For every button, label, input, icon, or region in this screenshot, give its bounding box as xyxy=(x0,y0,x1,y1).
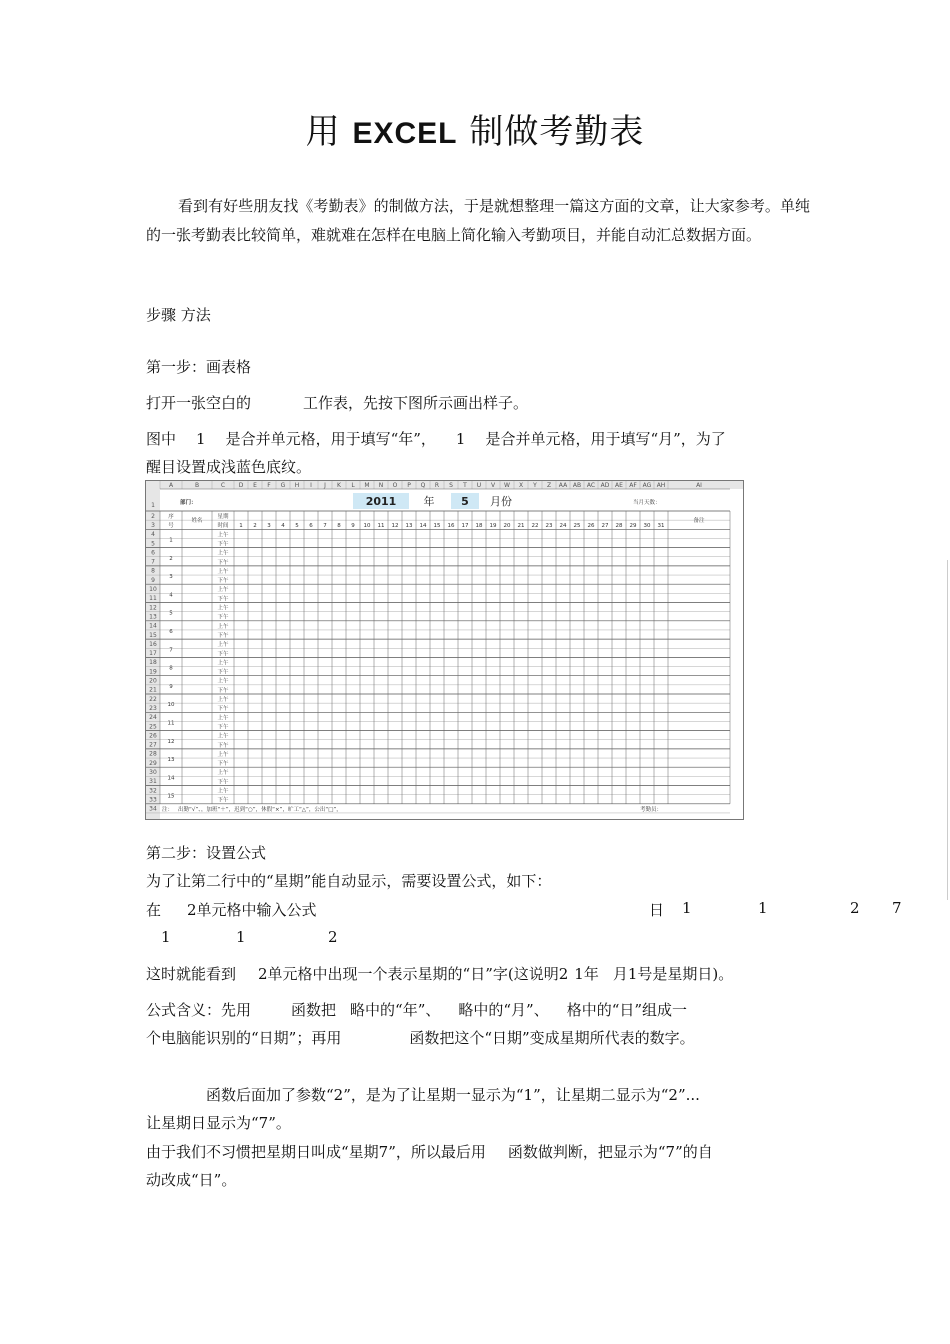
day-number: 11 xyxy=(377,523,385,530)
step2-paragraph-4: 公式含义：先用 函数把 略中的“年”、 略中的“月”、 格中的“日”组成一 xyxy=(146,1001,688,1019)
pm-label: 下午 xyxy=(217,541,229,548)
legend-text: 出勤“√”、，加班“＋”，迟到“○”，休假“×”，旷工“△”，公出“□”， xyxy=(178,806,342,813)
row-number: 28 xyxy=(149,750,157,758)
day-number: 16 xyxy=(447,523,455,530)
formula-frag: 日 xyxy=(649,901,665,919)
row-number: 1 xyxy=(151,502,155,509)
am-label: 上午 xyxy=(217,568,229,575)
step2-paragraph-5: 函数后面加了参数“2”，是为了让星期一显示为“1”，让星期二显示为“2”... xyxy=(206,1086,700,1104)
formula-frag: 1 xyxy=(236,928,246,946)
day-number: 21 xyxy=(517,523,525,530)
column-letter: L xyxy=(351,482,355,489)
row-number: 23 xyxy=(149,704,157,712)
column-letter: AH xyxy=(656,482,666,489)
row-number: 4 xyxy=(151,531,155,539)
steps-heading: 步骤 方法 xyxy=(146,306,211,324)
day-number: 14 xyxy=(419,523,427,530)
days-in-month-label: 当月天数： xyxy=(633,500,661,506)
step2-paragraph-5-cont: 让星期日显示为“7”。 xyxy=(146,1114,291,1132)
row-number: 10 xyxy=(149,586,157,593)
day-number: 8 xyxy=(337,523,341,530)
column-letter: H xyxy=(294,482,300,489)
formula-frag: 2 xyxy=(850,899,860,917)
column-letter: N xyxy=(378,482,384,489)
step1-instruction: 打开一张空白的 工作表，先按下图所示画出样子。 xyxy=(146,394,529,412)
person-seq: 11 xyxy=(167,720,175,727)
pm-label: 下午 xyxy=(217,797,229,804)
row-number: 20 xyxy=(149,677,157,685)
am-label: 上午 xyxy=(217,623,229,630)
formula-frag: 1 xyxy=(161,928,171,946)
pm-label: 下午 xyxy=(217,742,229,749)
row-number: 27 xyxy=(149,741,157,749)
am-label: 上午 xyxy=(217,697,229,703)
column-letter: C xyxy=(220,482,226,489)
pm-label: 下午 xyxy=(217,559,229,566)
column-letter: W xyxy=(504,482,510,489)
formula-frag: 1 xyxy=(758,899,768,917)
column-letter: AD xyxy=(600,482,610,489)
row-number: 18 xyxy=(149,659,157,667)
column-letter: AI xyxy=(696,482,702,489)
day-number: 18 xyxy=(475,523,483,530)
am-label: 上午 xyxy=(217,678,229,685)
day-number: 1 xyxy=(239,523,243,530)
pm-label: 下午 xyxy=(217,632,229,639)
column-letter: AG xyxy=(642,482,652,489)
column-letter: Y xyxy=(533,482,537,489)
year-label: 年 xyxy=(423,495,435,508)
step2-formula-line: 在 2单元格中输入公式 xyxy=(146,901,317,919)
page-title: 用 EXCEL 制做考勤表 xyxy=(305,112,645,152)
column-letter: AE xyxy=(615,482,623,489)
person-seq: 14 xyxy=(167,775,175,782)
row-number: 22 xyxy=(149,695,157,703)
column-letter: U xyxy=(476,482,482,489)
pm-label: 下午 xyxy=(217,614,229,621)
column-letter: AF xyxy=(629,482,637,489)
day-number: 27 xyxy=(601,523,609,530)
day-number: 5 xyxy=(295,523,299,530)
column-letter: J xyxy=(324,482,326,489)
row-number: 6 xyxy=(151,549,155,557)
am-label: 上午 xyxy=(217,642,229,649)
row-number: 34 xyxy=(149,805,157,813)
column-letter: K xyxy=(337,482,341,489)
day-number: 29 xyxy=(629,523,637,530)
column-letter: Q xyxy=(420,482,426,489)
name-header: 姓名 xyxy=(191,518,203,524)
column-letter: X xyxy=(518,482,524,489)
person-seq: 6 xyxy=(169,628,173,635)
row-number: 7 xyxy=(151,558,155,566)
column-letter: AB xyxy=(572,482,582,489)
day-number: 19 xyxy=(489,523,497,530)
day-number: 30 xyxy=(643,523,651,530)
am-label: 上午 xyxy=(217,660,229,667)
attendance-sheet-image xyxy=(145,480,744,820)
day-number: 24 xyxy=(559,523,567,530)
row-number: 3 xyxy=(151,521,155,529)
person-seq: 4 xyxy=(169,592,173,599)
row-number: 2 xyxy=(151,512,155,520)
day-number: 9 xyxy=(351,523,355,530)
signer-label: 考勤员： xyxy=(640,806,663,813)
dept-label: 部门： xyxy=(180,500,197,506)
row-number: 29 xyxy=(149,759,157,767)
step2-paragraph-1: 为了让第二行中的“星期”能自动显示，需要设置公式，如下： xyxy=(146,872,552,890)
day-number: 25 xyxy=(573,523,581,530)
column-letter: AC xyxy=(586,482,596,489)
person-seq: 8 xyxy=(169,665,173,672)
pm-label: 下午 xyxy=(217,761,229,768)
step2-heading: 第二步：设置公式 xyxy=(146,844,267,862)
day-number: 26 xyxy=(587,523,595,530)
am-label: 上午 xyxy=(217,715,229,722)
person-seq: 5 xyxy=(169,610,173,617)
am-label: 上午 xyxy=(217,770,229,777)
column-letter: P xyxy=(407,482,411,489)
column-header-bar xyxy=(146,481,743,489)
row-number: 17 xyxy=(149,650,157,658)
seq-header: 序 xyxy=(168,514,174,520)
column-letter: D xyxy=(238,482,244,489)
year-value: 2011 xyxy=(365,495,397,508)
row-number: 21 xyxy=(149,686,157,694)
step2-paragraph-6: 由于我们不习惯把星期日叫成“星期7”，所以最后用 函数做判断，把显示为“7”的自 xyxy=(146,1143,713,1161)
time-header: 时间 xyxy=(217,523,229,530)
row-number: 11 xyxy=(149,595,157,603)
person-seq: 1 xyxy=(169,537,173,544)
am-label: 上午 xyxy=(217,733,229,740)
day-number: 13 xyxy=(405,523,413,530)
day-number: 28 xyxy=(615,523,623,530)
am-label: 上午 xyxy=(217,587,229,594)
step1-figure-note: 图中 1 是合并单元格，用于填写“年”， 1 是合并单元格，用于填写“月”，为了 xyxy=(146,430,726,448)
am-label: 上午 xyxy=(217,605,229,612)
am-label: 上午 xyxy=(217,550,229,557)
row-number: 30 xyxy=(149,769,157,776)
day-number: 2 xyxy=(253,523,257,530)
column-letter: T xyxy=(463,482,467,489)
am-label: 上午 xyxy=(217,532,229,539)
day-number: 20 xyxy=(503,523,511,530)
column-letter: G xyxy=(280,482,286,489)
column-letter: F xyxy=(267,482,271,489)
column-letter: O xyxy=(392,482,398,489)
day-number: 12 xyxy=(391,523,399,530)
column-letter: E xyxy=(253,482,257,489)
day-number: 17 xyxy=(461,523,469,530)
row-number: 26 xyxy=(149,732,157,740)
week-header: 星期 xyxy=(217,514,229,520)
person-seq: 7 xyxy=(169,647,173,654)
day-number: 6 xyxy=(309,523,313,530)
intro-paragraph: 看到有好些朋友找《考勤表》的制做方法，于是就想整理一篇这方面的文章，让大家参考。单纯的一张考勤表比较简单，难就难在怎样在电脑上简化输入考勤项目，并能自动汇总数据方面。 xyxy=(146,197,810,244)
day-number: 15 xyxy=(433,523,441,530)
am-label: 上午 xyxy=(217,788,229,795)
am-label: 上午 xyxy=(217,751,229,758)
step2-paragraph-4-cont: 个电脑能识别的“日期”；再用 函数把这个“日期”变成星期所代表的数字。 xyxy=(146,1029,695,1047)
row-number: 15 xyxy=(149,631,157,639)
pm-label: 下午 xyxy=(217,596,229,603)
column-letter: Z xyxy=(546,482,552,489)
row-number: 13 xyxy=(149,613,157,621)
day-number: 22 xyxy=(531,523,539,530)
pm-label: 下午 xyxy=(217,706,229,713)
row-number: 25 xyxy=(149,723,157,731)
formula-frag: 1 xyxy=(682,899,692,917)
step1-heading: 第一步：画表格 xyxy=(146,358,252,376)
pm-label: 下午 xyxy=(217,724,229,731)
row-number: 32 xyxy=(149,787,157,795)
step1-figure-note-cont: 醒目设置成浅蓝色底纹。 xyxy=(146,458,312,476)
month-value: 5 xyxy=(461,495,469,508)
day-number: 23 xyxy=(545,523,553,530)
step2-paragraph-6-cont: 动改成“日”。 xyxy=(146,1171,237,1189)
column-letter: A xyxy=(168,482,174,489)
person-seq: 12 xyxy=(167,738,175,745)
day-number: 3 xyxy=(267,523,271,530)
seq-header: 号 xyxy=(168,523,174,530)
day-number: 10 xyxy=(363,523,371,530)
column-letter: R xyxy=(434,482,440,489)
formula-frag: 7 xyxy=(892,899,902,917)
step2-paragraph-3: 这时就能看到 2单元格中出现一个表示星期的“日”字(这说明2 1年 月1号是星期日)。 xyxy=(146,965,734,983)
row-number: 19 xyxy=(149,668,157,676)
pm-label: 下午 xyxy=(217,578,229,585)
day-number: 4 xyxy=(281,523,285,530)
row-number: 16 xyxy=(149,640,157,648)
person-seq: 10 xyxy=(167,702,175,709)
row-number: 24 xyxy=(149,714,157,722)
person-seq: 3 xyxy=(169,574,173,581)
day-number: 7 xyxy=(323,523,327,530)
row-number: 14 xyxy=(149,622,157,630)
person-seq: 9 xyxy=(169,683,173,690)
pm-label: 下午 xyxy=(217,669,229,676)
day-number: 31 xyxy=(657,523,665,530)
note-prefix: 注： xyxy=(162,806,174,813)
row-number: 8 xyxy=(151,567,155,575)
remark-header: 备注 xyxy=(693,518,705,524)
person-seq: 15 xyxy=(167,793,175,800)
column-letter: S xyxy=(449,482,453,489)
column-letter: I xyxy=(310,482,312,489)
row-number: 33 xyxy=(149,796,157,804)
row-number: 5 xyxy=(151,540,155,548)
column-letter: M xyxy=(364,482,370,489)
attendance-sheet-svg xyxy=(146,481,743,819)
column-letter: B xyxy=(194,482,200,489)
row-number: 9 xyxy=(151,576,155,584)
pm-label: 下午 xyxy=(217,651,229,658)
pm-label: 下午 xyxy=(217,779,229,786)
person-seq: 13 xyxy=(167,757,175,764)
formula-frag: 2 xyxy=(328,928,338,946)
row-number: 12 xyxy=(149,604,157,612)
month-label: 月份 xyxy=(490,495,512,508)
person-seq: 2 xyxy=(169,555,173,562)
column-letter: AA xyxy=(558,482,568,489)
page-edge-rule xyxy=(947,560,948,900)
pm-label: 下午 xyxy=(217,687,229,694)
row-number: 31 xyxy=(149,778,157,786)
column-letter: V xyxy=(490,482,496,489)
